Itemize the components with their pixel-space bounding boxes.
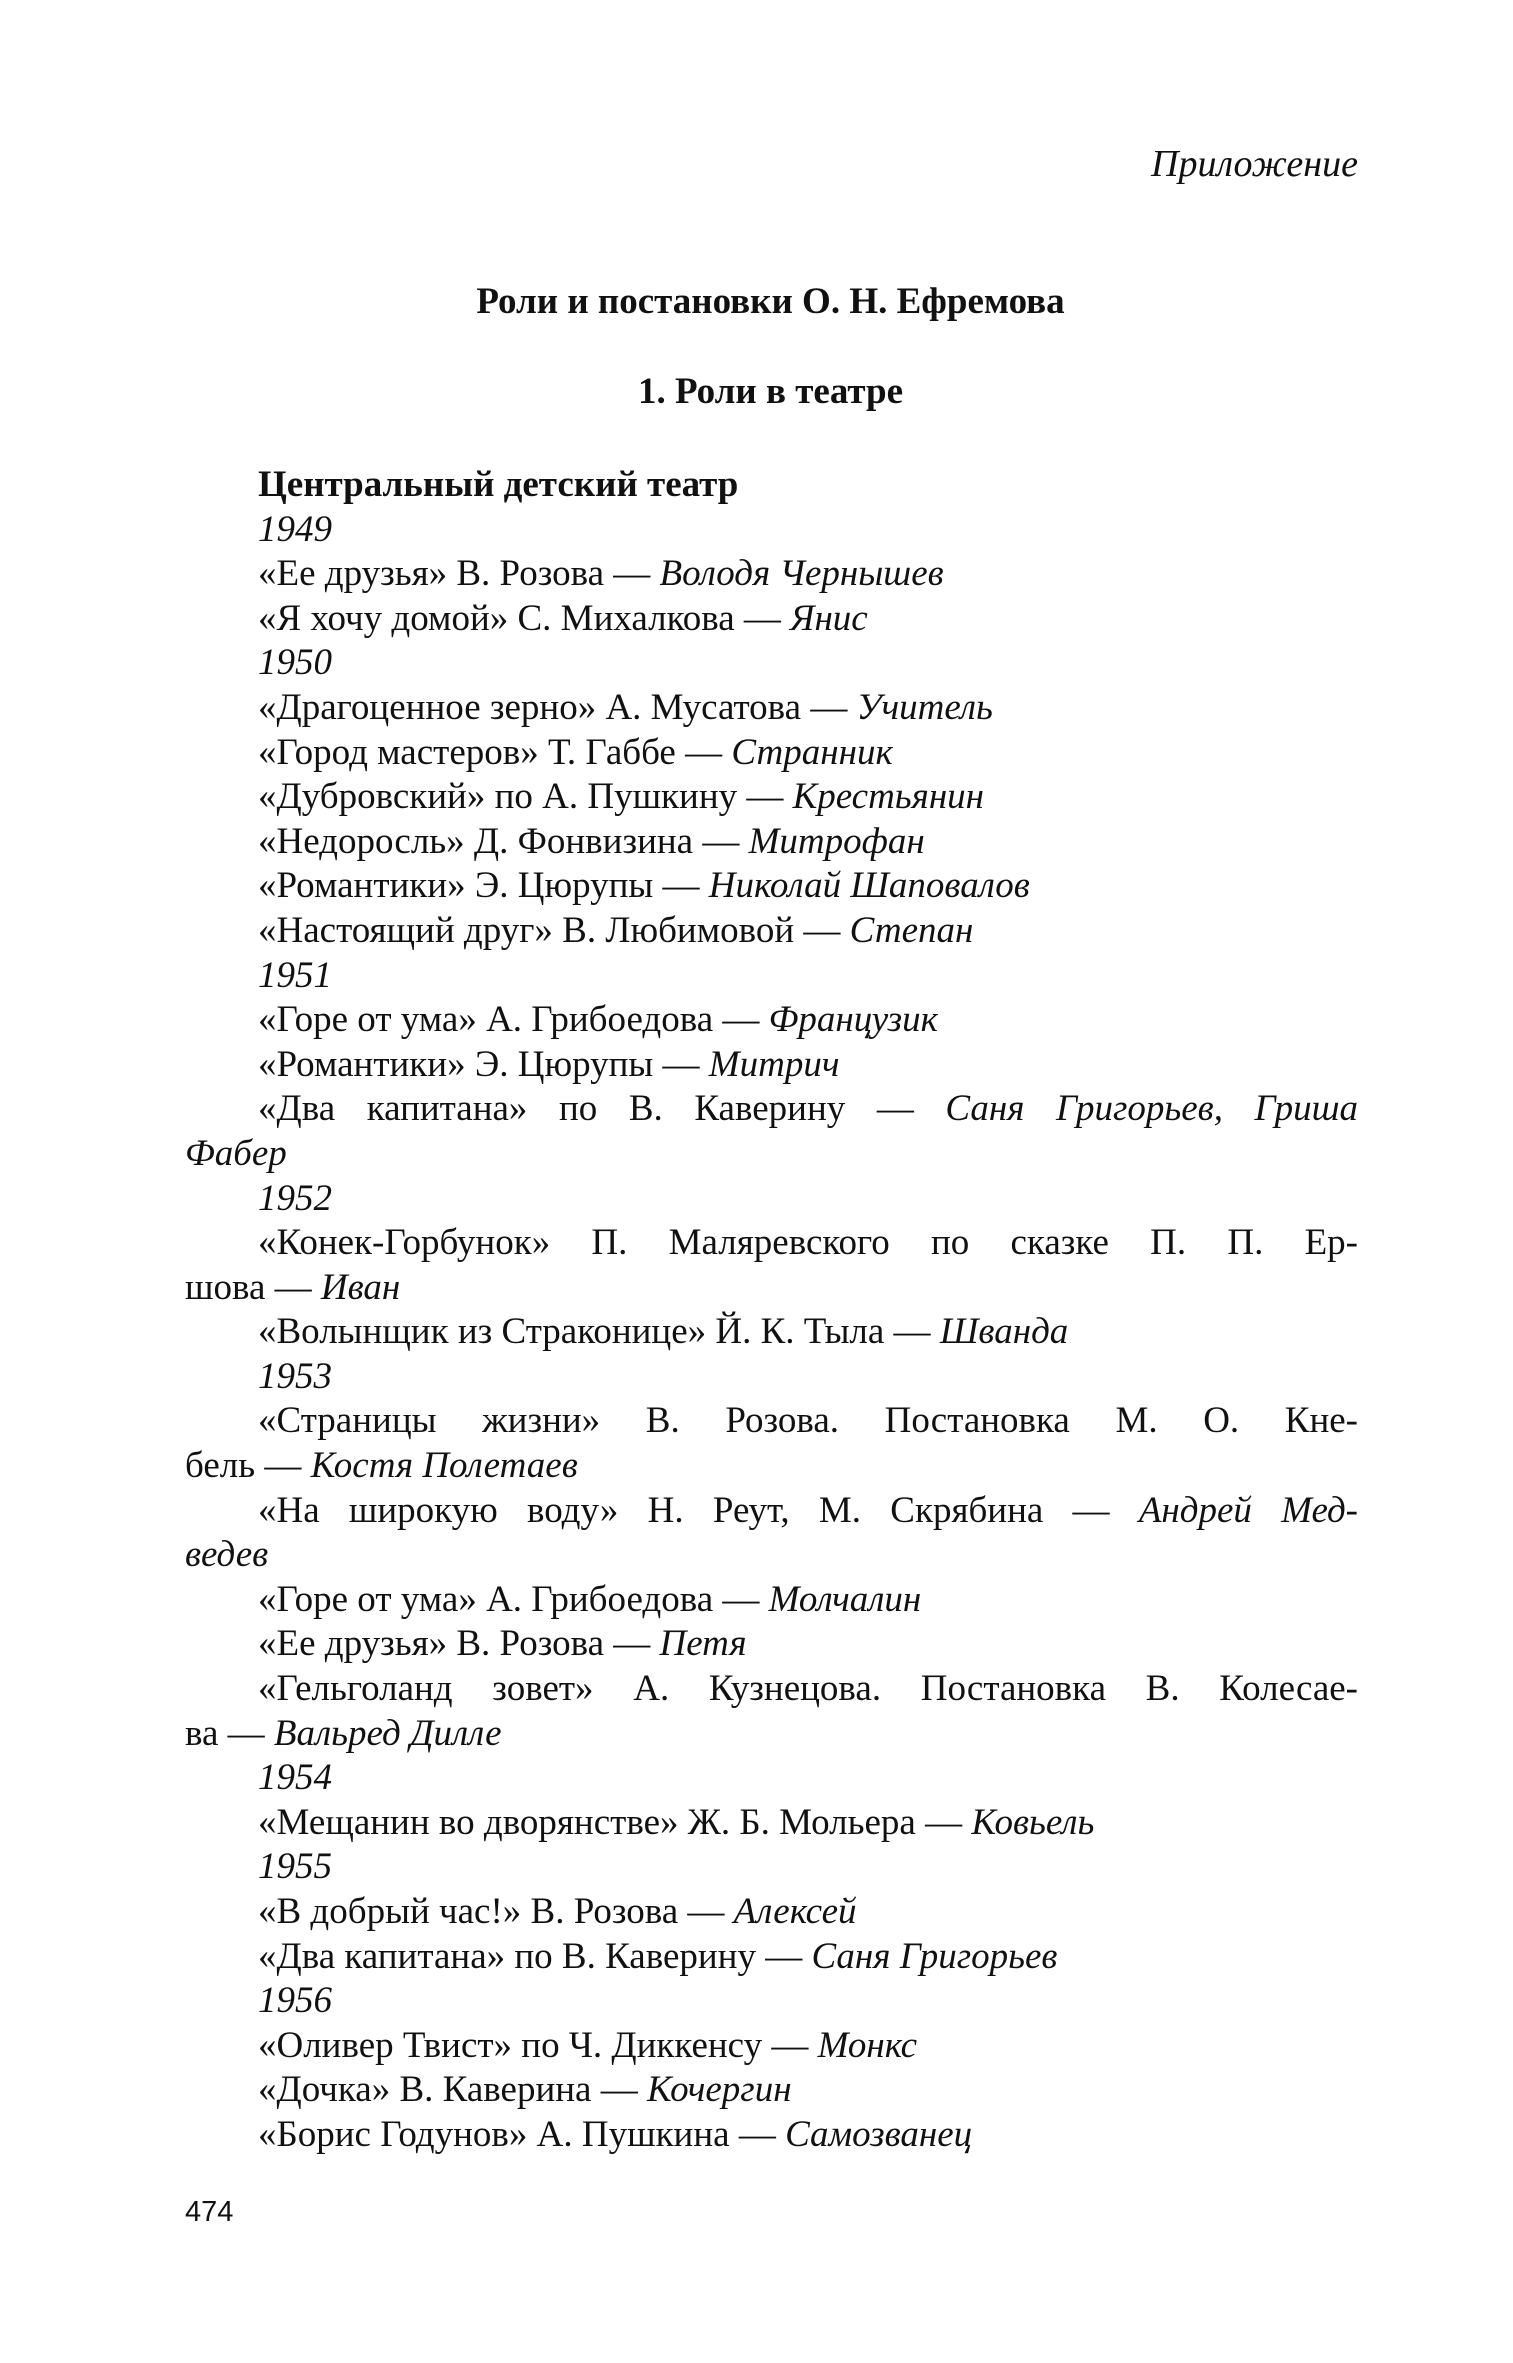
- year-label: 1952: [258, 1177, 332, 1219]
- role-entry: [185, 1712, 1358, 1757]
- role-entry: [185, 1935, 1358, 1980]
- role-entry: [185, 731, 1358, 776]
- year-label: 1953: [258, 1355, 332, 1397]
- role-name: Самозванец: [785, 2113, 973, 2155]
- play-info: «Страницы жизни» В. Розова. Постановка М. О. Кне-: [258, 1400, 1358, 1442]
- role-entry: [185, 1399, 1358, 1444]
- role-entry: [185, 1444, 1358, 1489]
- role-entry: [185, 1801, 1358, 1846]
- play-info: «Гельголанд зовет» А. Кузнецова. Постановка В. Колесае-: [258, 1668, 1358, 1710]
- play-info: «Ее друзья» В. Розова —: [258, 1623, 660, 1665]
- play-info: ва —: [185, 1712, 274, 1754]
- play-info: «Настоящий друг» В. Любимовой —: [258, 909, 850, 951]
- year-label: 1956: [258, 1980, 332, 2022]
- play-info: «Два капитана» по В. Каверину —: [258, 1935, 812, 1977]
- role-entry: [185, 1310, 1358, 1355]
- play-info: «Я хочу домой» С. Михалкова —: [258, 597, 791, 639]
- role-entry: [185, 998, 1358, 1043]
- role-entry: [185, 1622, 1358, 1667]
- play-info: «Борис Годунов» А. Пушкина —: [258, 2113, 786, 2155]
- role-name: Николай Шаповалов: [708, 865, 1030, 907]
- role-entry: [185, 1132, 1358, 1177]
- role-name: Саня Григорьев, Гриша: [945, 1088, 1359, 1130]
- role-entry: [185, 1578, 1358, 1623]
- play-info: «Горе от ума» А. Грибоедова —: [258, 999, 769, 1041]
- role-name: Фабер: [185, 1132, 287, 1174]
- play-info: «Конек-Горбунок» П. Маляревского по сказке П. П. Ер-: [258, 1222, 1358, 1264]
- play-info: «В добрый час!» В. Розова —: [258, 1891, 734, 1932]
- role-name: Митрич: [708, 1043, 840, 1085]
- role-name: Французик: [768, 999, 938, 1041]
- role-name: Андрей Мед-: [1138, 1489, 1358, 1531]
- play-info: «Волынщик из Страконице» Й. К. Тыла —: [258, 1311, 940, 1353]
- role-name: Ковьель: [971, 1801, 1095, 1843]
- section-title: 1. Роли в театре: [637, 371, 904, 412]
- role-lines: [185, 508, 1358, 2158]
- role-entry: [185, 775, 1358, 820]
- role-name: Вальред Дилле: [273, 1712, 502, 1754]
- roles-list: [185, 463, 1358, 2158]
- play-info: «Романтики» Э. Цюрупы —: [258, 1043, 709, 1085]
- role-entry: [185, 1266, 1358, 1311]
- role-name: Костя Полетаев: [310, 1445, 578, 1487]
- role-name: Молчалин: [768, 1578, 922, 1620]
- play-info: шова —: [185, 1266, 321, 1308]
- role-name: Степан: [849, 909, 974, 951]
- role-entry: [185, 2068, 1358, 2113]
- play-info: бель —: [185, 1445, 311, 1487]
- role-name: ведев: [185, 1534, 269, 1576]
- play-info: «Мещанин во дворянстве» Ж. Б. Мольера —: [258, 1801, 972, 1843]
- role-name: Крестьянин: [792, 776, 985, 818]
- role-entry: [185, 909, 1358, 954]
- role-entry: [185, 1533, 1358, 1578]
- role-entry: [185, 1489, 1358, 1534]
- play-info: «Драгоценное зерно» А. Мусатова —: [258, 686, 857, 728]
- role-entry: [185, 1043, 1358, 1088]
- role-name: Странник: [731, 731, 893, 773]
- play-info: «Ее друзья» В. Розова —: [258, 553, 660, 595]
- play-info: «Романтики» Э. Цюрупы —: [258, 865, 709, 907]
- year-label: 1955: [258, 1846, 332, 1888]
- play-info: «Оливер Твист» по Ч. Диккенсу —: [258, 2024, 818, 2066]
- role-name: Иван: [320, 1266, 401, 1308]
- theatre-heading: Центральный детский театр: [258, 464, 739, 505]
- play-info: «Два капитана» по В. Каверину —: [258, 1088, 946, 1130]
- role-entry: [185, 1667, 1358, 1712]
- running-header: Приложение: [1151, 143, 1358, 185]
- role-name: Алексей: [733, 1891, 857, 1932]
- role-name: Кочергин: [646, 2069, 792, 2111]
- appendix-title: Роли и постановки О. Н. Ефремова: [476, 281, 1065, 322]
- year-label: 1951: [258, 954, 332, 996]
- play-info: «На широкую воду» Н. Реут, М. Скрябина —: [258, 1489, 1139, 1531]
- play-info: «Дочка» В. Каверина —: [258, 2069, 647, 2111]
- play-info: «Недоросль» Д. Фонвизина —: [258, 820, 749, 862]
- play-info: «Дубровский» по А. Пушкину —: [258, 776, 793, 818]
- role-entry: [185, 1087, 1358, 1132]
- role-entry: [185, 820, 1358, 865]
- role-entry: [185, 1221, 1358, 1266]
- role-entry: [185, 864, 1358, 909]
- role-name: Монкс: [817, 2024, 918, 2066]
- year-label: 1950: [258, 642, 332, 684]
- role-name: Саня Григорьев: [811, 1935, 1058, 1977]
- role-name: Янис: [790, 597, 868, 639]
- role-entry: [185, 2113, 1358, 2158]
- page-number: 474: [185, 2196, 234, 2228]
- role-entry: [185, 1890, 1358, 1935]
- role-name: Володя Чернышев: [659, 553, 944, 595]
- role-entry: [185, 552, 1358, 597]
- year-label: 1954: [258, 1757, 332, 1799]
- role-name: Шванда: [939, 1311, 1069, 1353]
- role-name: Митрофан: [748, 820, 925, 862]
- role-name: Петя: [659, 1623, 747, 1665]
- play-info: «Горе от ума» А. Грибоедова —: [258, 1578, 769, 1620]
- role-entry: [185, 2024, 1358, 2069]
- role-name: Учитель: [856, 686, 993, 728]
- year-label: 1949: [258, 508, 332, 550]
- role-entry: [185, 597, 1358, 642]
- role-entry: [185, 686, 1358, 731]
- play-info: «Город мастеров» Т. Габбе —: [258, 731, 732, 773]
